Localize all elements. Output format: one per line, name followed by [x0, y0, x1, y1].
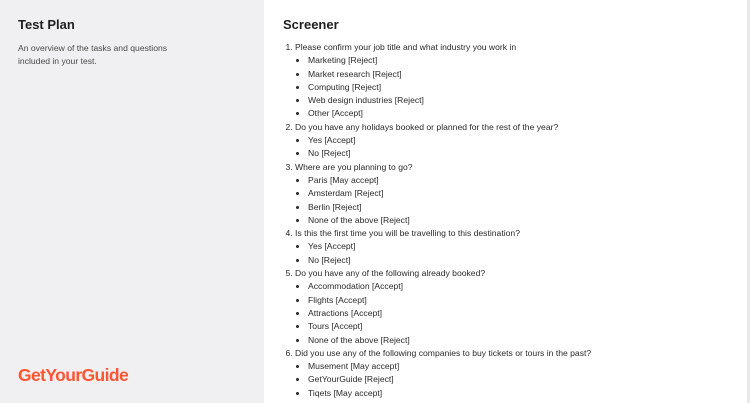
question-item — [295, 347, 733, 400]
answer-option: • Flights [Accept] — [308, 294, 733, 307]
answer-option: • Web design industries [Reject] — [308, 94, 733, 107]
question-list — [283, 41, 733, 400]
page-title: Screener — [283, 17, 339, 32]
answer-options — [295, 240, 733, 267]
question-text: Did you use any of the following companies to buy tickets or tours in the past? — [295, 347, 592, 358]
answer-option: • No [Reject] — [308, 254, 733, 267]
answer-option: • None of the above [Reject] — [308, 214, 733, 227]
screener-panel — [283, 17, 733, 403]
question-item — [295, 161, 733, 227]
answer-option: • Computing [Reject] — [308, 81, 733, 94]
question-text: Do you have any holidays booked or planned for the rest of the year? — [295, 121, 559, 132]
answer-options — [295, 54, 733, 120]
question-item — [295, 41, 733, 121]
answer-options — [295, 174, 733, 227]
sidebar-title: Test Plan — [18, 17, 75, 32]
answer-options — [295, 134, 733, 161]
answer-option: • Market research [Reject] — [308, 68, 733, 81]
sidebar — [0, 0, 264, 403]
answer-options — [295, 280, 733, 346]
answer-option: • Other [Accept] — [308, 107, 733, 120]
answer-option: • Attractions [Accept] — [308, 307, 733, 320]
question-text: Please confirm your job title and what industry you work in — [295, 42, 517, 52]
answer-option: • Yes [Accept] — [308, 134, 733, 147]
question-item — [295, 227, 733, 267]
answer-option: • Paris [May accept] — [308, 174, 733, 187]
answer-option: • Musement [May accept] — [308, 360, 733, 373]
answer-option: • Yes [Accept] — [308, 240, 733, 253]
answer-option: • Berlin [Reject] — [308, 201, 733, 214]
answer-option: • GetYourGuide [Reject] — [308, 373, 733, 386]
answer-options — [295, 360, 733, 400]
answer-option: • Amsterdam [Reject] — [308, 187, 733, 200]
answer-option: • Accommodation [Accept] — [308, 280, 733, 293]
answer-option: • None of the above [Reject] — [308, 334, 733, 347]
sidebar-description: An overview of the tasks and questions included in your test. — [18, 43, 168, 66]
answer-option: • Tiqets [May accept] — [308, 387, 733, 400]
answer-option: • Marketing [Reject] — [308, 54, 733, 67]
getyourguide-logo[interactable]: GetYourGuide — [18, 365, 129, 385]
answer-option: • No [Reject] — [308, 147, 733, 160]
question-item — [295, 267, 733, 347]
question-text: Where are you planning to go? — [295, 161, 413, 172]
question-item — [295, 121, 733, 161]
question-text: Do you have any of the following already booked? — [295, 268, 486, 279]
answer-option: • Tours [Accept] — [308, 320, 733, 333]
question-text: Is this the first time you will be travelling to this destination? — [295, 228, 520, 239]
